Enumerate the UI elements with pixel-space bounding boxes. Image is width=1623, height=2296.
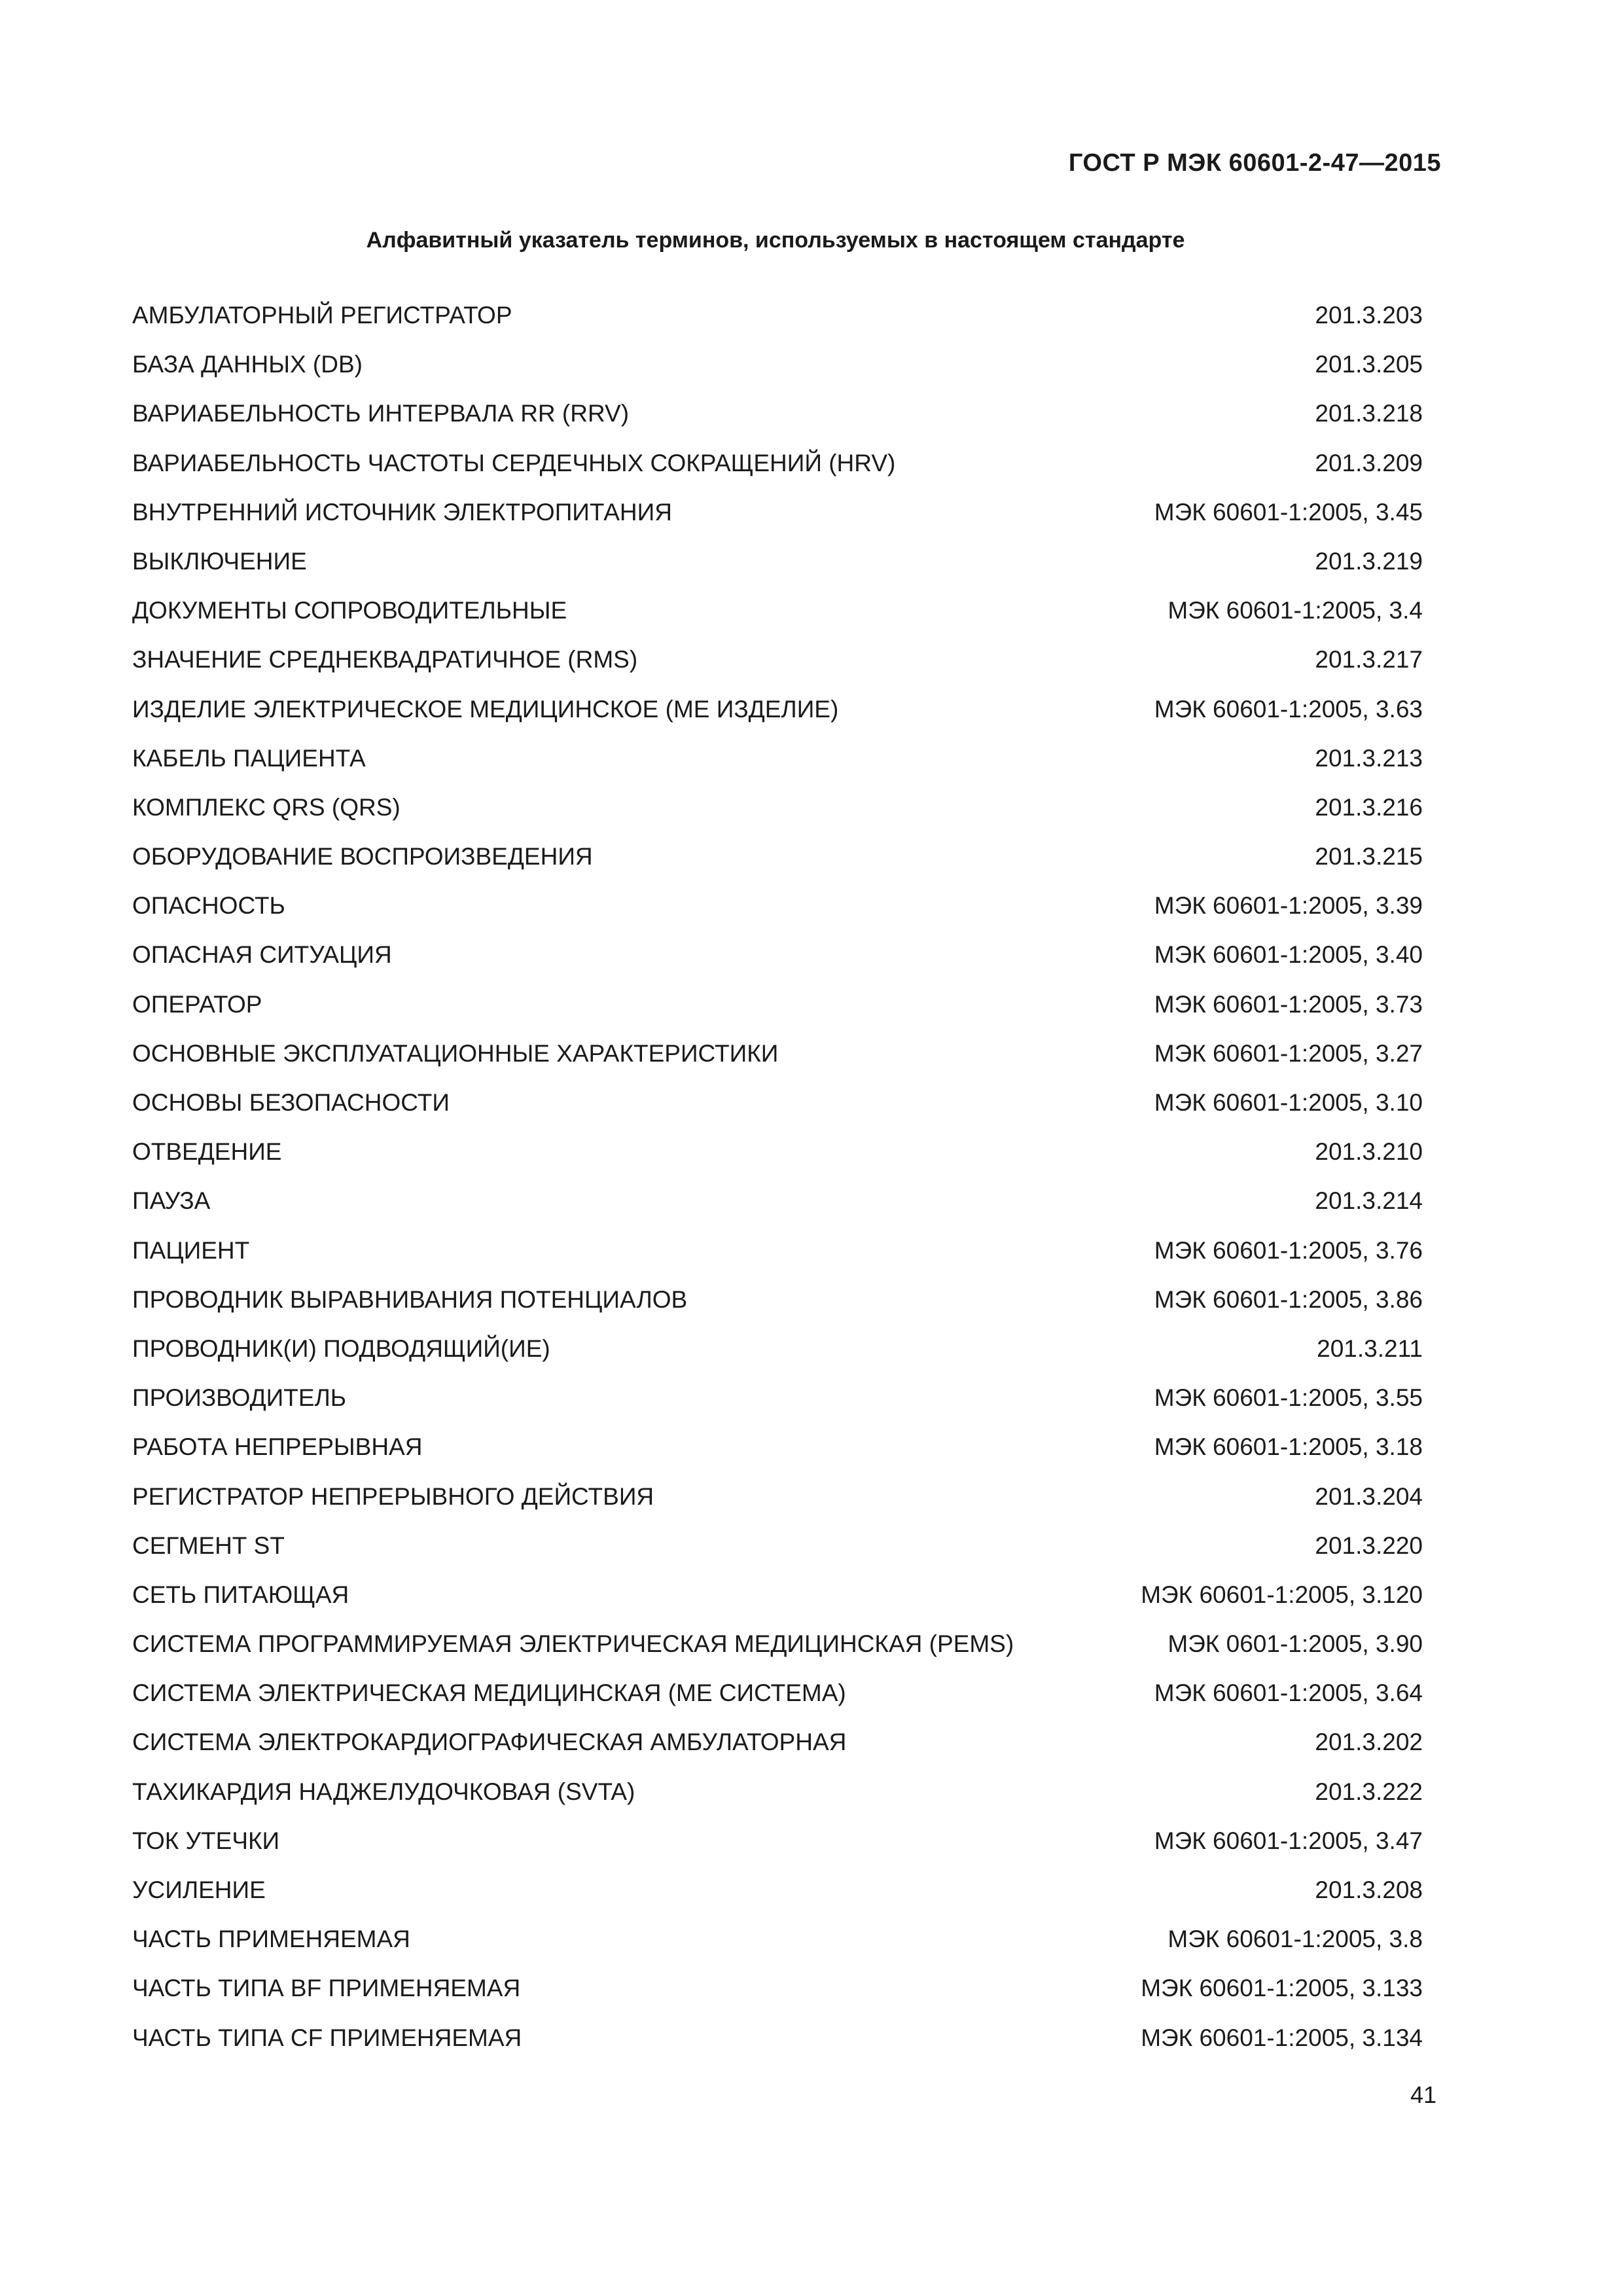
index-list [132, 296, 1423, 2068]
index-term: ЧАСТЬ ПРИМЕНЯЕМАЯ [132, 1926, 410, 1953]
index-entry [132, 591, 1423, 640]
index-title: Алфавитный указатель терминов, используемых в настоящем стандарте [366, 228, 1185, 253]
index-term: ТАХИКАРДИЯ НАДЖЕЛУДОЧКОВАЯ (SVTA) [132, 1778, 635, 1805]
index-entry [132, 444, 1423, 493]
index-entry [132, 493, 1423, 542]
index-entry [132, 1427, 1423, 1477]
index-term: ДОКУМЕНТЫ СОПРОВОДИТЕЛЬНЫЕ [132, 597, 567, 624]
index-term: ОБОРУДОВАНИЕ ВОСПРОИЗВЕДЕНИЯ [132, 843, 593, 870]
index-term: ВЫКЛЮЧЕНИЕ [132, 547, 307, 575]
index-term: СИСТЕМА ПРОГРАММИРУЕМАЯ ЭЛЕКТРИЧЕСКАЯ МЕДИЦИНСКАЯ (PEMS) [132, 1630, 1014, 1658]
index-term: ПРОВОДНИК ВЫРАВНИВАНИЯ ПОТЕНЦИАЛОВ [132, 1285, 688, 1313]
index-reference: 201.3.205 [1315, 351, 1423, 378]
index-reference: 201.3.216 [1315, 793, 1423, 821]
index-entry [132, 1329, 1423, 1378]
index-term: ВНУТРЕННИЙ ИСТОЧНИК ЭЛЕКТРОПИТАНИЯ [132, 498, 672, 526]
index-reference: 201.3.218 [1315, 400, 1423, 427]
index-reference: 201.3.222 [1315, 1778, 1423, 1805]
index-reference: МЭК 60601-1:2005, 3.39 [1154, 892, 1423, 920]
index-reference: МЭК 60601-1:2005, 3.64 [1154, 1679, 1423, 1707]
index-entry [132, 1181, 1423, 1230]
index-entry [132, 739, 1423, 788]
index-entry [132, 1575, 1423, 1624]
index-reference: 201.3.215 [1315, 843, 1423, 870]
index-entry [132, 1871, 1423, 1920]
index-term: КОМПЛЕКС QRS (QRS) [132, 793, 401, 821]
index-entry [132, 1624, 1423, 1674]
index-entry [132, 837, 1423, 886]
index-term: ИЗДЕЛИЕ ЭЛЕКТРИЧЕСКОЕ МЕДИЦИНСКОЕ (МЕ ИЗДЕЛИЕ) [132, 695, 839, 723]
index-entry [132, 542, 1423, 591]
index-reference: 201.3.208 [1315, 1876, 1423, 1903]
index-term: СЕТЬ ПИТАЮЩАЯ [132, 1581, 349, 1608]
index-reference: МЭК 60601-1:2005, 3.45 [1154, 498, 1423, 526]
index-term: ОСНОВНЫЕ ЭКСПЛУАТАЦИОННЫЕ ХАРАКТЕРИСТИКИ [132, 1039, 779, 1067]
index-entry [132, 1969, 1423, 2018]
index-entry [132, 788, 1423, 837]
index-entry [132, 1723, 1423, 1772]
index-entry [132, 1231, 1423, 1280]
index-entry [132, 985, 1423, 1034]
index-reference: МЭК 60601-1:2005, 3.47 [1154, 1827, 1423, 1854]
index-reference: МЭК 60601-1:2005, 3.18 [1154, 1433, 1423, 1461]
index-entry [132, 1378, 1423, 1427]
index-reference: 201.3.203 [1315, 302, 1423, 329]
index-term: КАБЕЛЬ ПАЦИЕНТА [132, 744, 366, 772]
index-entry [132, 1674, 1423, 1723]
index-reference: 201.3.220 [1315, 1532, 1423, 1559]
index-entry [132, 690, 1423, 739]
index-term: ВАРИАБЕЛЬНОСТЬ ЧАСТОТЫ СЕРДЕЧНЫХ СОКРАЩЕНИЙ (HRV) [132, 449, 896, 476]
index-term: ОПАСНОСТЬ [132, 892, 285, 920]
index-reference: МЭК 60601-1:2005, 3.73 [1154, 990, 1423, 1018]
index-reference: 201.3.210 [1315, 1138, 1423, 1166]
index-term: ПАУЗА [132, 1187, 211, 1215]
index-entry [132, 1526, 1423, 1575]
index-reference: МЭК 60601-1:2005, 3.63 [1154, 695, 1423, 723]
index-entry [132, 1034, 1423, 1083]
index-term: РАБОТА НЕПРЕРЫВНАЯ [132, 1433, 423, 1461]
index-entry [132, 886, 1423, 935]
index-entry [132, 1772, 1423, 1821]
index-reference: 201.3.217 [1315, 646, 1423, 673]
index-reference: МЭК 60601-1:2005, 3.40 [1154, 941, 1423, 969]
index-term: УСИЛЕНИЕ [132, 1876, 266, 1903]
document-header: ГОСТ Р МЭК 60601-2-47—2015 [1068, 149, 1441, 177]
index-term: ЧАСТЬ ТИПА BF ПРИМЕНЯЕМАЯ [132, 1975, 521, 2002]
index-entry [132, 1132, 1423, 1181]
index-reference: МЭК 0601-1:2005, 3.90 [1168, 1630, 1423, 1658]
index-entry [132, 2018, 1423, 2068]
index-term: СИСТЕМА ЭЛЕКТРОКАРДИОГРАФИЧЕСКАЯ АМБУЛАТОРНАЯ [132, 1729, 847, 1756]
index-entry [132, 1280, 1423, 1329]
index-entry [132, 1083, 1423, 1132]
index-entry [132, 296, 1423, 345]
index-entry [132, 935, 1423, 984]
index-term: ОСНОВЫ БЕЗОПАСНОСТИ [132, 1089, 450, 1116]
index-reference: МЭК 60601-1:2005, 3.27 [1154, 1039, 1423, 1067]
index-entry [132, 345, 1423, 394]
page-number: 41 [1410, 2081, 1436, 2108]
index-reference: МЭК 60601-1:2005, 3.134 [1141, 2024, 1423, 2051]
index-reference: МЭК 60601-1:2005, 3.76 [1154, 1236, 1423, 1264]
index-reference: 201.3.202 [1315, 1729, 1423, 1756]
index-term: ПАЦИЕНТ [132, 1236, 250, 1264]
index-reference: 201.3.213 [1315, 744, 1423, 772]
index-entry [132, 394, 1423, 443]
index-reference: МЭК 60601-1:2005, 3.120 [1141, 1581, 1423, 1608]
index-term: ВАРИАБЕЛЬНОСТЬ ИНТЕРВАЛА RR (RRV) [132, 400, 630, 427]
index-reference: 201.3.209 [1315, 449, 1423, 476]
index-reference: МЭК 60601-1:2005, 3.133 [1141, 1975, 1423, 2002]
index-term: РЕГИСТРАТОР НЕПРЕРЫВНОГО ДЕЙСТВИЯ [132, 1482, 654, 1510]
index-term: ОПАСНАЯ СИТУАЦИЯ [132, 941, 392, 969]
index-term: ОПЕРАТОР [132, 990, 262, 1018]
index-reference: 201.3.214 [1315, 1187, 1423, 1215]
index-term: АМБУЛАТОРНЫЙ РЕГИСТРАТОР [132, 302, 512, 329]
index-term: ПРОИЗВОДИТЕЛЬ [132, 1384, 347, 1412]
index-reference: МЭК 60601-1:2005, 3.8 [1168, 1926, 1423, 1953]
index-entry [132, 1920, 1423, 1969]
index-reference: 201.3.219 [1315, 547, 1423, 575]
index-reference: МЭК 60601-1:2005, 3.86 [1154, 1285, 1423, 1313]
index-term: ПРОВОДНИК(И) ПОДВОДЯЩИЙ(ИЕ) [132, 1335, 550, 1362]
index-entry [132, 1477, 1423, 1526]
index-reference: 201.3.204 [1315, 1482, 1423, 1510]
index-term: БАЗА ДАННЫХ (DB) [132, 351, 363, 378]
index-term: ТОК УТЕЧКИ [132, 1827, 280, 1854]
index-term: ЗНАЧЕНИЕ СРЕДНЕКВАДРАТИЧНОЕ (RMS) [132, 646, 638, 673]
index-reference: МЭК 60601-1:2005, 3.4 [1168, 597, 1423, 624]
index-reference: МЭК 60601-1:2005, 3.10 [1154, 1089, 1423, 1116]
index-term: ЧАСТЬ ТИПА CF ПРИМЕНЯЕМАЯ [132, 2024, 522, 2051]
index-entry [132, 640, 1423, 689]
index-entry [132, 1821, 1423, 1871]
index-term: СИСТЕМА ЭЛЕКТРИЧЕСКАЯ МЕДИЦИНСКАЯ (МЕ СИСТЕМА) [132, 1679, 846, 1707]
index-term: ОТВЕДЕНИЕ [132, 1138, 282, 1166]
index-reference: 201.3.211 [1317, 1335, 1423, 1362]
index-term: СЕГМЕНТ ST [132, 1532, 285, 1559]
index-reference: МЭК 60601-1:2005, 3.55 [1154, 1384, 1423, 1412]
